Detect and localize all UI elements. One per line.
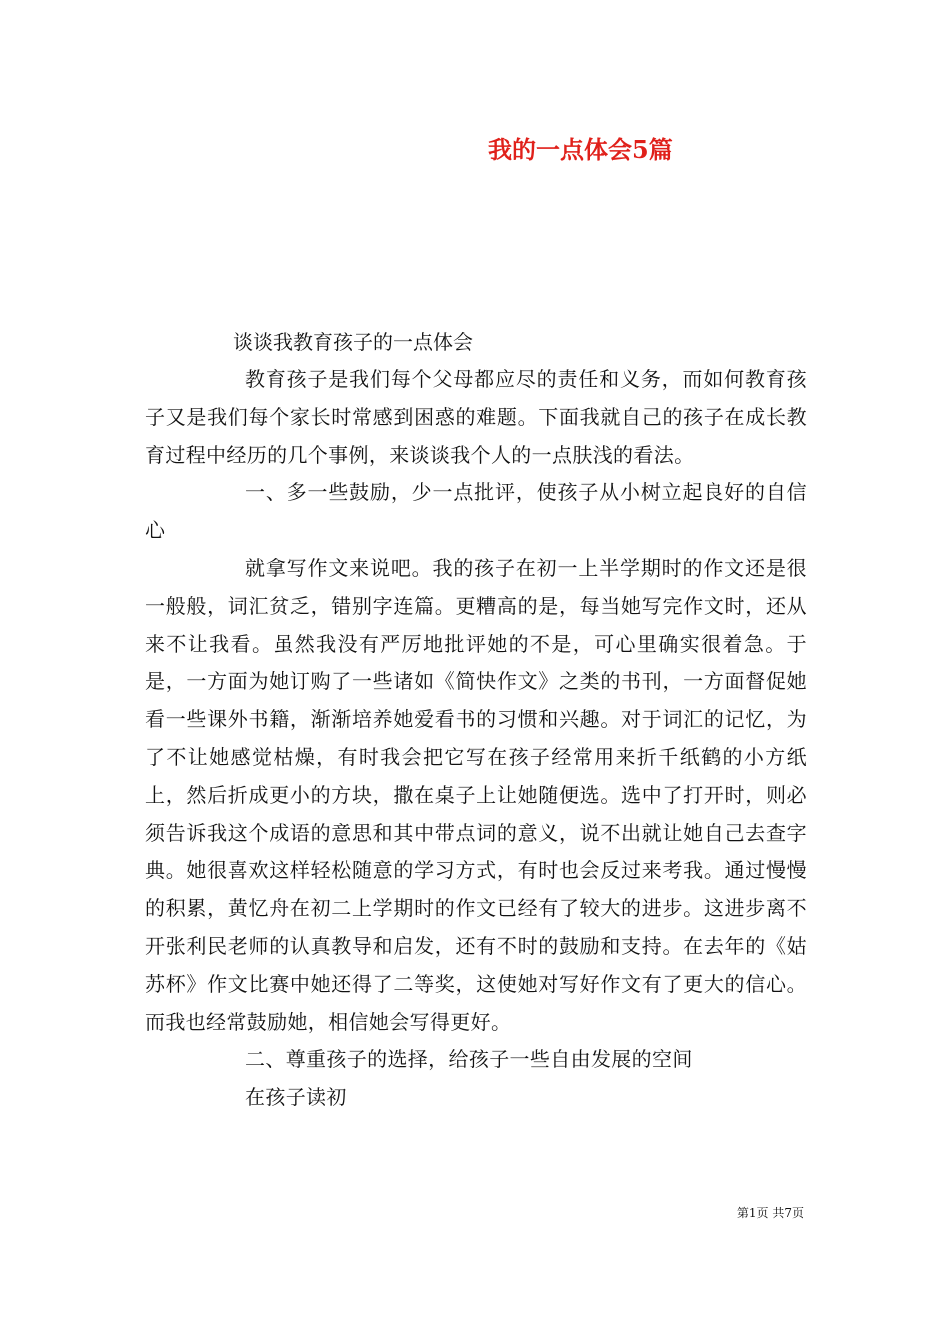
page-number-footer: 第1页 共7页 [736, 1206, 804, 1220]
paragraph-intro: 教育孩子是我们每个父母都应尽的责任和义务，而如何教育孩子又是我们每个家长时常感到困惑的难题。下面我就自己的孩子在成长教育过程中经历的几个事例，来谈谈我个人的一点肤浅的看法。 [145, 367, 807, 467]
paragraph-section-1: 就拿写作文来说吧。我的孩子在初一上半学期时的作文还是很一般般，词汇贫乏，错别字连篇。更糟高的是，每当她写完作文时，还从来不让我看。虽然我没有严厉地批评她的不是，可心里确实很着急。于是，一方面为她订购了一些诸如《简快作文》之类的书刊，一方面督促她看一些课外书籍，渐渐培养她爱看书的习惯和兴趣。对于词汇的记忆，为了不让她感觉枯燥，有时我会把它写在孩子经常用来折千纸鹤的小方纸上，然后折成更小的方块，撒在桌子上让她随便选。选中了打开时，则必须告诉我这个成语的意思和其中带点词的意义，说不出就让她自己去查字典。她很喜欢这样轻松随意的学习方式，有时也会反过来考我。通过慢慢的积累，黄忆舟在初二上学期时的作文已经有了较大的进步。这进步离不开张利民老师的认真教导和启发，还有不时的鼓励和支持。在去年的《姑苏杯》作文比赛中她还得了二等奖，这使她对写好作文有了更大的信心。而我也经常鼓励她，相信她会写得更好。 [145, 555, 807, 1034]
document-title: 我的一点体会5篇 [488, 135, 673, 164]
article-subheading: 谈谈我教育孩子的一点体会 [233, 330, 473, 354]
paragraph-section-2: 在孩子读初 [245, 1085, 347, 1110]
article-body [145, 361, 807, 1117]
section-heading-2: 二、尊重孩子的选择，给孩子一些自由发展的空间 [245, 1047, 693, 1072]
section-heading-1: 一、多一些鼓励，少一点批评，使孩子从小树立起良好的自信心 [145, 480, 807, 543]
